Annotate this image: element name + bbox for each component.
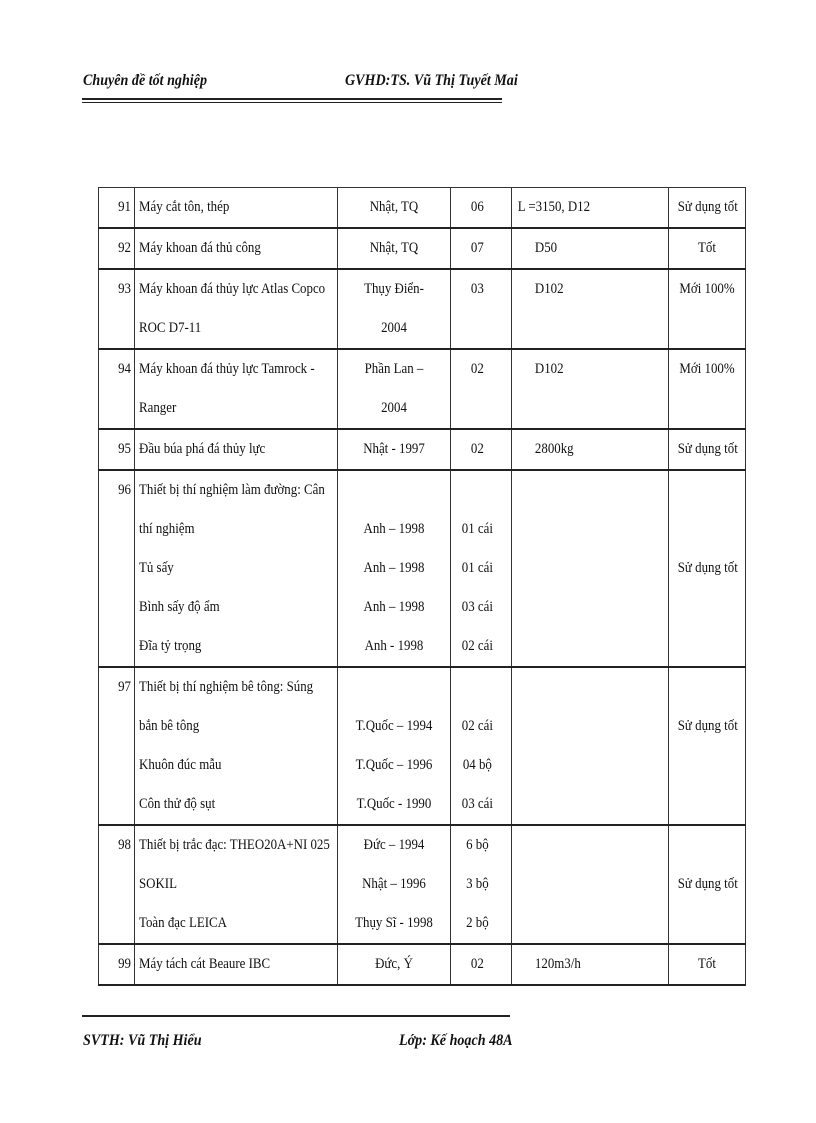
item-quantity: 02 cái [461,638,493,654]
item-status-cell [669,228,746,269]
item-quantity: 04 bộ [462,757,492,773]
item-quantity: 02 [470,956,484,972]
item-origin [349,668,438,707]
item-status-cell [669,667,746,825]
table-row [99,349,746,429]
item-spec: D50 [534,240,558,256]
item-status [678,826,736,865]
item-origin-cell [338,349,451,429]
item-quantity: 03 [470,281,484,297]
item-name: Máy khoan đá thủy lực Atlas Copco [139,281,326,297]
item-name: Máy tách cát Beaure IBC [139,956,271,972]
item-number [99,188,135,229]
item-number [99,429,135,470]
item-quantity-cell [451,470,512,667]
item-origin: Thụy Điển- [364,281,424,297]
item-origin: Anh – 1998 [363,560,425,576]
item-number-text: 99 [118,956,131,972]
item-origin-cell [338,825,451,944]
item-quantity-cell [451,667,512,825]
item-origin: Nhật – 1996 [362,876,426,892]
table-row [99,228,746,269]
item-origin: Nhật, TQ [369,240,419,256]
item-quantity [455,471,500,510]
table-row [99,470,746,667]
item-origin: Anh – 1998 [363,521,425,537]
equipment-table [98,187,746,986]
item-status: Sử dụng tốt [677,718,738,734]
item-spec-cell [512,667,669,825]
item-quantity-cell [451,349,512,429]
item-status [678,510,736,549]
footer-rule [82,1015,510,1017]
item-number [99,349,135,429]
item-origin-cell [338,944,451,985]
item-status: Tốt [698,956,716,972]
item-origin: T.Quốc - 1990 [356,796,432,812]
item-quantity: 3 bộ [466,876,489,892]
header-rule-thin [82,102,502,103]
item-status-cell [669,349,746,429]
table-row [99,944,746,985]
item-quantity: 02 [470,361,484,377]
item-name-cell [135,470,338,667]
item-quantity: 02 cái [461,718,493,734]
table-row [99,269,746,349]
item-name-cell [135,944,338,985]
item-spec: D102 [534,281,564,297]
item-spec: 2800kg [534,441,574,457]
item-name-cell [135,269,338,349]
item-origin: Nhật - 1997 [363,441,425,457]
item-number-text: 91 [118,199,131,215]
item-quantity-cell [451,944,512,985]
item-name-cell [135,429,338,470]
item-name-cell [135,188,338,229]
item-spec: 120m3/h [534,956,581,972]
item-quantity [455,668,500,707]
item-number-text: 93 [118,281,131,297]
table-row [99,825,746,944]
item-quantity-cell [451,429,512,470]
item-status-cell [669,188,746,229]
item-status-cell [669,825,746,944]
item-number-text: 95 [118,441,131,457]
item-number [99,470,135,667]
item-status-cell [669,269,746,349]
item-quantity: 02 [470,441,484,457]
item-origin: T.Quốc – 1996 [355,757,433,773]
header-rule [82,98,502,100]
item-origin: Nhật, TQ [369,199,419,215]
item-origin: Đức – 1994 [363,837,425,853]
item-number [99,228,135,269]
item-name: SOKIL [139,876,177,892]
item-origin: Thụy Sĩ - 1998 [355,915,433,931]
item-status: Mới 100% [679,281,735,297]
item-spec-cell [512,944,669,985]
item-spec-cell [512,228,669,269]
item-number-text: 97 [118,679,131,695]
item-number [99,944,135,985]
footer-class: Lớp: Kế hoạch 48A [399,1032,513,1049]
item-origin-cell [338,269,451,349]
item-origin-cell [338,188,451,229]
header-left-title: Chuyên đề tốt nghiệp [83,72,207,89]
item-quantity: 01 cái [461,560,493,576]
item-name: bắn bê tông [139,718,200,734]
item-origin [349,471,438,510]
item-name: Đĩa tỷ trọng [139,638,202,654]
item-quantity: 06 [470,199,484,215]
item-name-cell [135,349,338,429]
item-status: Sử dụng tốt [677,560,738,576]
item-number [99,825,135,944]
item-quantity-cell [451,269,512,349]
item-status: Sử dụng tốt [677,876,738,892]
header-advisor: GVHD:TS. Vũ Thị Tuyết Mai [345,72,518,89]
footer-student: SVTH: Vũ Thị Hiểu [83,1032,202,1049]
item-quantity: 07 [470,240,484,256]
item-spec: L =3150, D12 [517,199,591,215]
item-name: Đầu búa phá đá thủy lực [139,441,266,457]
item-spec-cell [512,429,669,470]
item-status: Tốt [698,240,716,256]
item-origin-cell [338,228,451,269]
item-quantity-cell [451,188,512,229]
item-status: Sử dụng tốt [677,199,738,215]
item-number-text: 96 [118,482,131,498]
item-status-cell [669,429,746,470]
item-spec-cell [512,825,669,944]
item-name: Ranger [139,400,177,416]
item-name: Tủ sấy [139,560,174,576]
item-quantity: 01 cái [461,521,493,537]
item-name-cell [135,228,338,269]
item-name: Thiết bị thí nghiệm bê tông: Súng [139,679,314,695]
item-name: Máy cắt tôn, thép [139,199,230,215]
item-name: Thiết bị trắc đạc: THEO20A+NI 025 [139,837,330,853]
item-quantity-cell [451,825,512,944]
item-name: Máy khoan đá thủy lực Tamrock - [139,361,315,377]
item-origin: Đức, Ý [375,956,413,972]
item-status-cell [669,470,746,667]
table-row [99,667,746,825]
item-origin: T.Quốc – 1994 [355,718,433,734]
table-row [99,429,746,470]
item-origin-cell [338,429,451,470]
item-status [678,471,736,510]
item-name: Toàn đạc LEICA [139,915,227,931]
item-status: Mới 100% [679,361,735,377]
item-number-text: 94 [118,361,131,377]
item-quantity: 2 bộ [466,915,489,931]
item-spec: D102 [534,361,564,377]
item-spec-cell [512,188,669,229]
item-name-cell [135,667,338,825]
item-quantity: 6 bộ [466,837,489,853]
item-quantity: 03 cái [461,599,493,615]
item-origin: Anh - 1998 [364,638,424,654]
item-number [99,667,135,825]
item-name: Máy khoan đá thủ công [139,240,261,256]
item-name: Khuôn đúc mẫu [139,757,222,773]
item-status: Sử dụng tốt [677,441,738,457]
item-quantity: 03 cái [461,796,493,812]
item-number [99,269,135,349]
item-status [678,668,736,707]
item-origin-cell [338,470,451,667]
item-spec-cell [512,269,669,349]
item-name-cell [135,825,338,944]
item-spec-cell [512,470,669,667]
item-origin: Anh – 1998 [363,599,425,615]
item-number-text: 92 [118,240,131,256]
item-name: Bình sấy độ ẩm [139,599,220,615]
item-number-text: 98 [118,837,131,853]
item-quantity-cell [451,228,512,269]
item-name: Thiết bị thí nghiệm làm đường: Cân [139,482,325,498]
item-name: thí nghiệm [139,521,195,537]
item-origin-cell [338,667,451,825]
table-row [99,188,746,229]
item-origin: 2004 [381,320,407,336]
item-spec-cell [512,349,669,429]
item-status-cell [669,944,746,985]
item-origin: 2004 [381,400,407,416]
item-origin: Phần Lan – [364,361,424,377]
item-name: Côn thử độ sụt [139,796,216,812]
item-name: ROC D7-11 [139,320,202,336]
